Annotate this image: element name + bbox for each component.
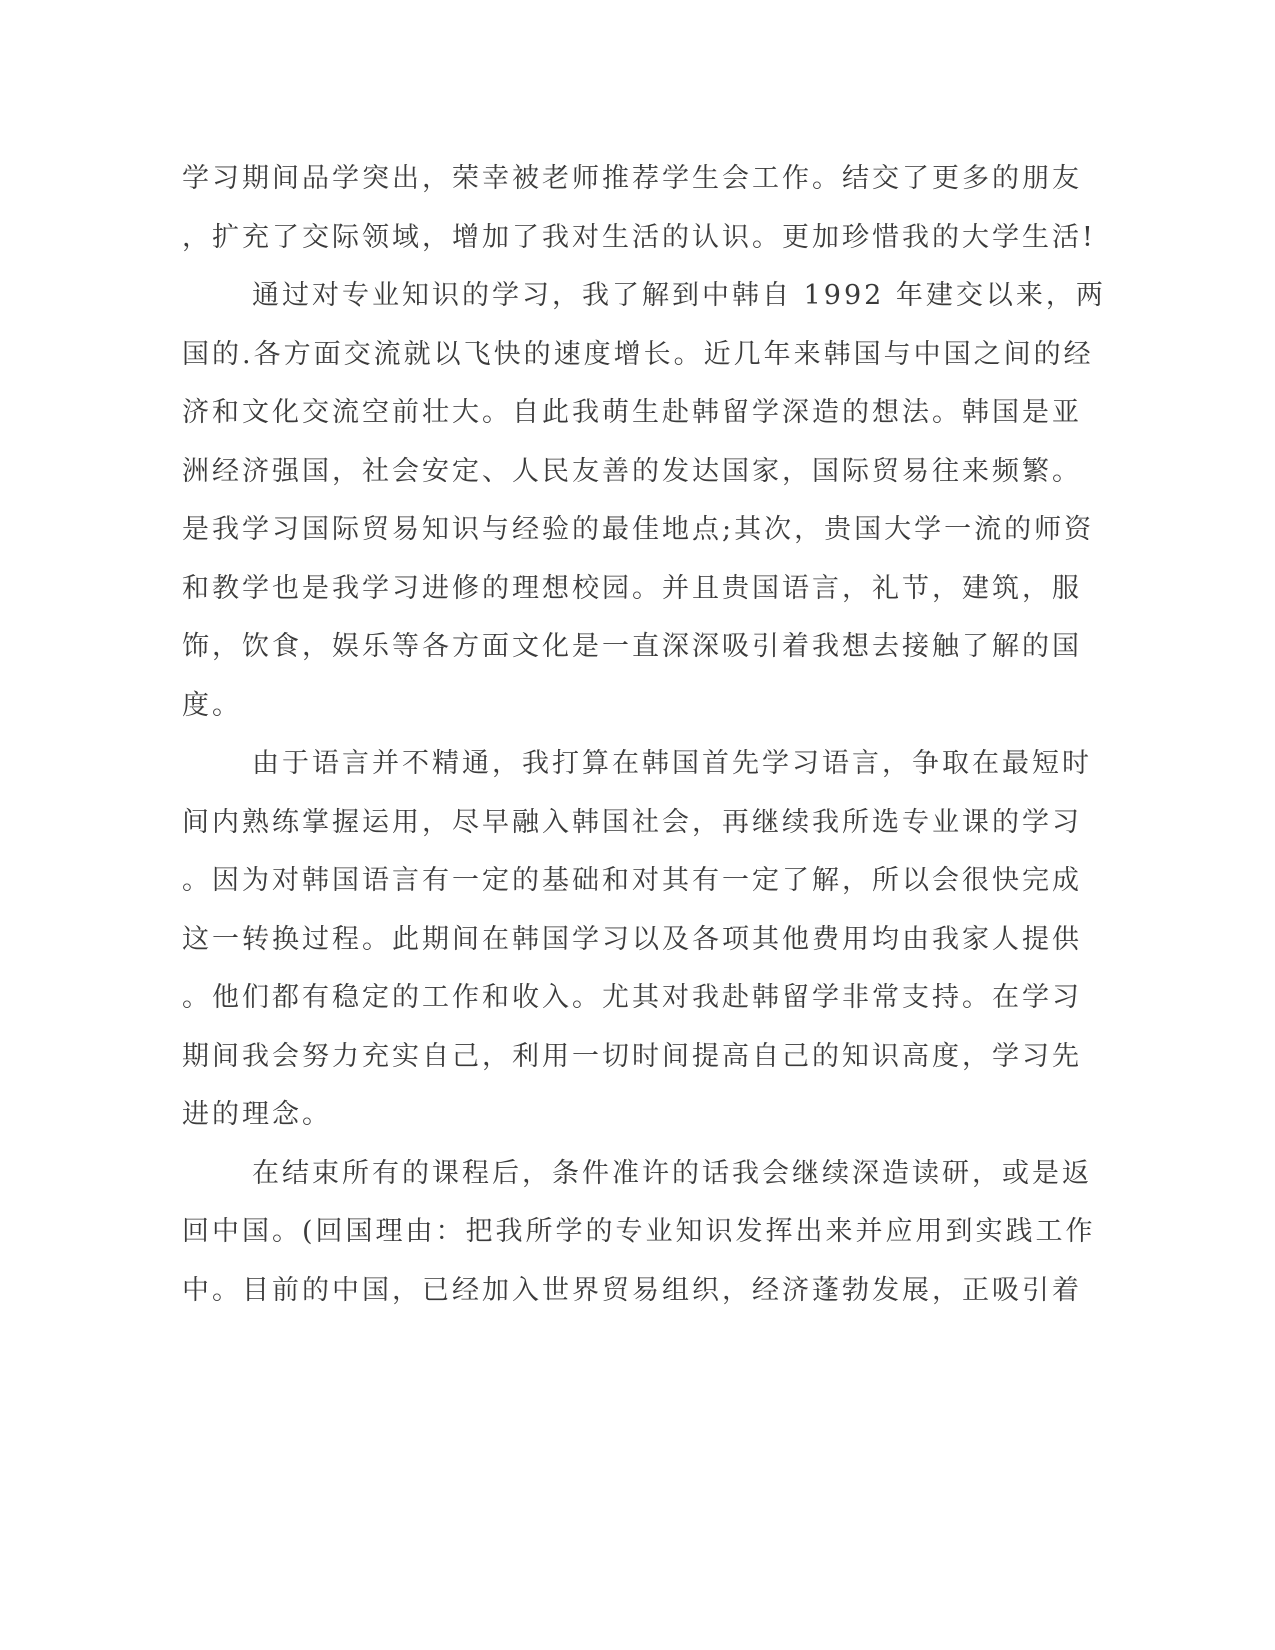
text-line: ，扩充了交际领域，增加了我对生活的认识。更加珍惜我的大学生活! xyxy=(182,221,1096,253)
text-line: 饰，饮食，娱乐等各方面文化是一直深深吸引着我想去接触了解的国 xyxy=(182,631,1082,662)
text-line: 进的理念。 xyxy=(182,1099,332,1130)
text-line: 是我学习国际贸易知识与经验的最佳地点;其次，贵国大学一流的师资 xyxy=(182,514,1095,545)
text-line: 回中国。(回国理由：把我所学的专业知识发挥出来并应用到实践工作 xyxy=(182,1216,1096,1247)
text-line: 。他们都有稳定的工作和收入。尤其对我赴韩留学非常支持。在学习 xyxy=(182,982,1082,1013)
text-line: 。因为对韩国语言有一定的基础和对其有一定了解，所以会很快完成 xyxy=(182,865,1082,896)
paragraph-start-line: 在结束所有的课程后，条件准许的话我会继续深造读研，或是返 xyxy=(252,1157,1092,1189)
text-line: 洲经济强国，社会安定、人民友善的发达国家，国际贸易往来频繁。 xyxy=(182,455,1082,487)
text-line: 间内熟练掌握运用，尽早融入韩国社会，再继续我所选专业课的学习 xyxy=(182,806,1082,838)
paragraph-start-line: 通过对专业知识的学习，我了解到中韩自 1992 年建交以来，两 xyxy=(252,280,1106,311)
document-body xyxy=(182,150,1106,1320)
text-line: 学习期间品学突出，荣幸被老师推荐学生会工作。结交了更多的朋友 xyxy=(182,163,1082,194)
text-line: 期间我会努力充实自己，利用一切时间提高自己的知识高度，学习先 xyxy=(182,1040,1082,1072)
paragraph-start-line: 由于语言并不精通，我打算在韩国首先学习语言，争取在最短时 xyxy=(252,748,1092,779)
text-line: 国的.各方面交流就以飞快的速度增长。近几年来韩国与中国之间的经 xyxy=(182,338,1094,370)
text-line: 这一转换过程。此期间在韩国学习以及各项其他费用均由我家人提供 xyxy=(182,923,1082,955)
text-line: 济和文化交流空前壮大。自此我萌生赴韩留学深造的想法。韩国是亚 xyxy=(182,397,1082,428)
text-line: 度。 xyxy=(182,689,242,721)
text-line: 中。目前的中国，已经加入世界贸易组织，经济蓬勃发展，正吸引着 xyxy=(182,1274,1082,1306)
text-line: 和教学也是我学习进修的理想校园。并且贵国语言，礼节，建筑，服 xyxy=(182,572,1082,604)
